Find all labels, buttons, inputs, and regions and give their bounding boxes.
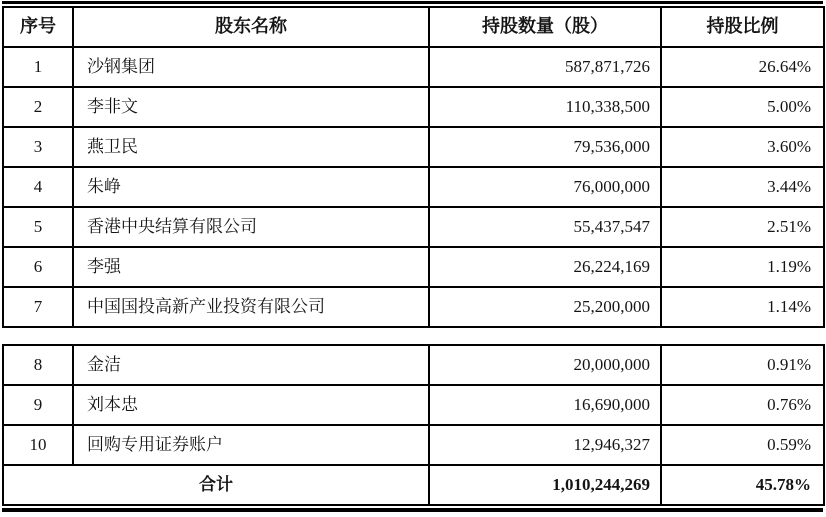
table-segment-lower bbox=[2, 344, 823, 512]
shareholder-name: 李非文 bbox=[73, 87, 429, 127]
table-row bbox=[3, 247, 824, 287]
shareholding-ratio: 2.51% bbox=[661, 207, 824, 247]
shareholding-ratio: 1.19% bbox=[661, 247, 824, 287]
shares-held: 20,000,000 bbox=[429, 345, 661, 385]
shares-held: 26,224,169 bbox=[429, 247, 661, 287]
header-row bbox=[3, 7, 824, 47]
row-index: 5 bbox=[3, 207, 73, 247]
shareholder-name: 李强 bbox=[73, 247, 429, 287]
table-segment-gap bbox=[2, 328, 823, 344]
shareholding-ratio: 0.76% bbox=[661, 385, 824, 425]
table-row bbox=[3, 287, 824, 327]
row-index: 3 bbox=[3, 127, 73, 167]
shares-held: 587,871,726 bbox=[429, 47, 661, 87]
shares-held: 12,946,327 bbox=[429, 425, 661, 465]
shares-held: 16,690,000 bbox=[429, 385, 661, 425]
shareholding-ratio: 1.14% bbox=[661, 287, 824, 327]
shareholding-ratio: 5.00% bbox=[661, 87, 824, 127]
shares-held: 110,338,500 bbox=[429, 87, 661, 127]
shareholding-ratio: 26.64% bbox=[661, 47, 824, 87]
shareholding-ratio: 3.60% bbox=[661, 127, 824, 167]
shares-held: 55,437,547 bbox=[429, 207, 661, 247]
column-header-no: 序号 bbox=[3, 7, 73, 47]
row-index: 2 bbox=[3, 87, 73, 127]
shareholder-name: 回购专用证券账户 bbox=[73, 425, 429, 465]
table-row bbox=[3, 385, 824, 425]
table-row bbox=[3, 345, 824, 385]
shareholding-ratio: 0.91% bbox=[661, 345, 824, 385]
table-segment-upper bbox=[2, 1, 823, 328]
shareholders-table-document bbox=[2, 1, 823, 512]
shares-held: 25,200,000 bbox=[429, 287, 661, 327]
row-index: 8 bbox=[3, 345, 73, 385]
shareholder-name: 中国国投高新产业投资有限公司 bbox=[73, 287, 429, 327]
shareholder-name: 沙钢集团 bbox=[73, 47, 429, 87]
table-row bbox=[3, 207, 824, 247]
total-ratio: 45.78% bbox=[661, 465, 824, 505]
row-index: 7 bbox=[3, 287, 73, 327]
shares-held: 76,000,000 bbox=[429, 167, 661, 207]
shareholder-name: 燕卫民 bbox=[73, 127, 429, 167]
table-row bbox=[3, 167, 824, 207]
row-index: 4 bbox=[3, 167, 73, 207]
shareholder-name: 刘本忠 bbox=[73, 385, 429, 425]
column-header-shares: 持股数量（股） bbox=[429, 7, 661, 47]
table-row bbox=[3, 87, 824, 127]
shareholders-table-upper bbox=[2, 6, 825, 328]
shareholder-name: 香港中央结算有限公司 bbox=[73, 207, 429, 247]
total-shares: 1,010,244,269 bbox=[429, 465, 661, 505]
total-label: 合计 bbox=[3, 465, 429, 505]
shareholders-table-lower bbox=[2, 344, 825, 506]
column-header-ratio: 持股比例 bbox=[661, 7, 824, 47]
column-header-name: 股东名称 bbox=[73, 7, 429, 47]
total-row bbox=[3, 465, 824, 505]
shares-held: 79,536,000 bbox=[429, 127, 661, 167]
row-index: 10 bbox=[3, 425, 73, 465]
shareholding-ratio: 3.44% bbox=[661, 167, 824, 207]
shareholding-ratio: 0.59% bbox=[661, 425, 824, 465]
shareholder-name: 金洁 bbox=[73, 345, 429, 385]
row-index: 6 bbox=[3, 247, 73, 287]
shareholder-name: 朱峥 bbox=[73, 167, 429, 207]
row-index: 1 bbox=[3, 47, 73, 87]
table-row bbox=[3, 127, 824, 167]
row-index: 9 bbox=[3, 385, 73, 425]
table-row bbox=[3, 47, 824, 87]
table-row bbox=[3, 425, 824, 465]
